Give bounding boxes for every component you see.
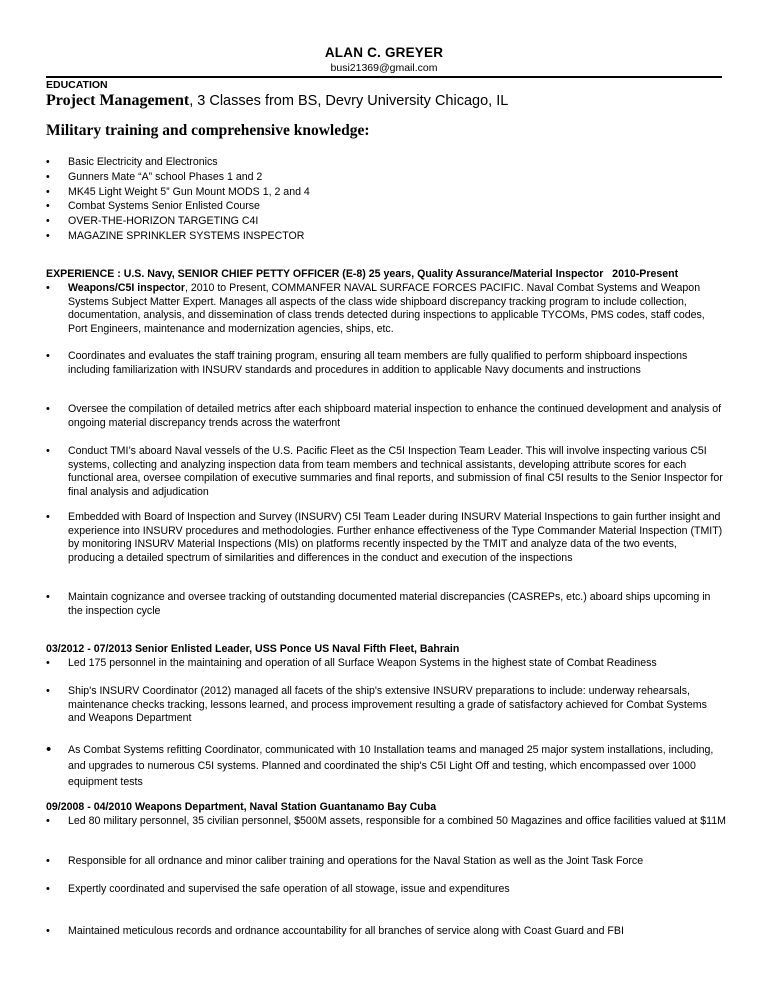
candidate-email: busi21369@gmail.com [330,62,438,74]
role-title: Weapons/C5I inspector [68,282,185,294]
list-item: • Coordinates and evaluates the staff training program, ensuring all team members are fully qualified to perform shipboard inspections including familiarization with INSURV standards and procedures in addition to applicable Navy documents and instructions [46,350,688,376]
list-item: • Oversee the compilation of detailed metrics after each shipboard material inspection to enhance the continued development and analysis of ongoing material discrepancy trends across the waterfront [46,403,722,429]
list-item: • Led 80 military personnel, 35 civilian personnel, $500M assets, responsible for a combined 50 Magazines and office facilities valued at $11M [46,815,726,827]
experience-dates: 2010-Present [612,268,679,280]
list-item: • Weapons/C5I inspector, 2010 to Present, COMMANFER NAVAL SURFACE FORCES PACIFIC. Naval Combat Systems and Weapon Systems Subject Matter Expert. Manages all aspects of the class wide shipboard discrepancy tracking program to include collection, documentation, analysis, and dissemination of class trends detected during inspections to applicable TYCOMs, PMS codes, staff codes, Port Engineers, maintenance and modernization agencies, ships, etc. [46,282,705,335]
list-item: • MK45 Light Weight 5” Gun Mount MODS 1, 2 and 4 [46,185,310,198]
list-item: • Maintain cognizance and oversee tracking of outstanding documented material discrepancies (CASREPs, etc.) aboard ships upcoming in the inspection cycle [46,591,711,617]
list-item: • OVER-THE-HORIZON TARGETING C4I [46,215,259,228]
list-item: • Ship's INSURV Coordinator (2012) managed all facets of the ship's extensive INSURV preparations to include: underway rehearsals, maintenance checks tracking, lessons learned, and process improvement resulting a grade of satisfactory achieved for Combat Systems and Weapons Department [46,685,707,724]
list-item: • Embedded with Board of Inspection and Survey (INSURV) C5I Team Leader during INSURV Material Inspections to gain further insight and experience into INSURV procedures and methodologies. Further enhance effectiveness of the Type Commander Material Inspection (TMIT) by monitoring INSURV Material Inspections (MIs) on platforms recently inspected by the TMIT and analyze data of the two events, producing a detailed spectrum of similarities and differences in the conduct and execution of the inspections [46,511,723,564]
list-item: • As Combat Systems refitting Coordinator, communicated with 10 Installation teams and managed 25 major system installations, including, and upgrades to numerous C5I systems. Planned and coordinated the ship's C5I Light Off and testing, which encompassed over 1000 equipment tests [46,741,714,788]
military-training-heading: Military training and comprehensive knowledge: [46,122,370,139]
degree-title: Project Management [46,92,190,109]
list-item: • Maintained meticulous records and ordnance accountability for all branches of service along with Coast Guard and FBI [46,925,624,937]
list-item: • Expertly coordinated and supervised the safe operation of all stowage, issue and expenditures [46,883,510,895]
list-item: • Gunners Mate “A” school Phases 1 and 2 [46,170,263,183]
list-item: • Combat Systems Senior Enlisted Course [46,200,260,213]
degree-details: , 3 Classes from BS, Devry University Chicago, IL [189,93,509,109]
job2-heading: 03/2012 - 07/2013 Senior Enlisted Leader, USS Ponce US Naval Fifth Fleet, Bahrain [46,643,460,655]
training-list [46,155,310,244]
list-item: • Responsible for all ordnance and minor caliber training and operations for the Naval Station as well as the Joint Task Force [46,855,644,867]
candidate-name: ALAN C. GREYER [324,45,444,60]
list-item: • MAGAZINE SPRINKLER SYSTEMS INSPECTOR [46,229,305,242]
education-degree [46,92,508,110]
experience-heading: EXPERIENCE : U.S. Navy, SENIOR CHIEF PETTY OFFICER (E-8) 25 years, Quality Assurance/Material Inspector 2010-Present [46,268,679,280]
education-label: EDUCATION [46,79,108,91]
header-divider [46,76,722,78]
job3-heading: 09/2008 - 04/2010 Weapons Department, Naval Station Guantanamo Bay Cuba [46,801,437,813]
list-item: • Conduct TMI’s aboard Naval vessels of the U.S. Pacific Fleet as the C5I Inspection Team Leader. This will involve inspecting various C5I systems, collecting and analyzing inspection data from team members and technical assistants, developing attribute scores for each functional area, oversee compilation of executive summaries and final reports, and submission of final C5I results to the Senior Inspector for final analysis and adjudication [46,445,723,498]
list-item: • Led 175 personnel in the maintaining and operation of all Surface Weapon Systems in the highest state of Combat Readiness [46,657,657,669]
list-item: • Basic Electricity and Electronics [46,156,218,168]
